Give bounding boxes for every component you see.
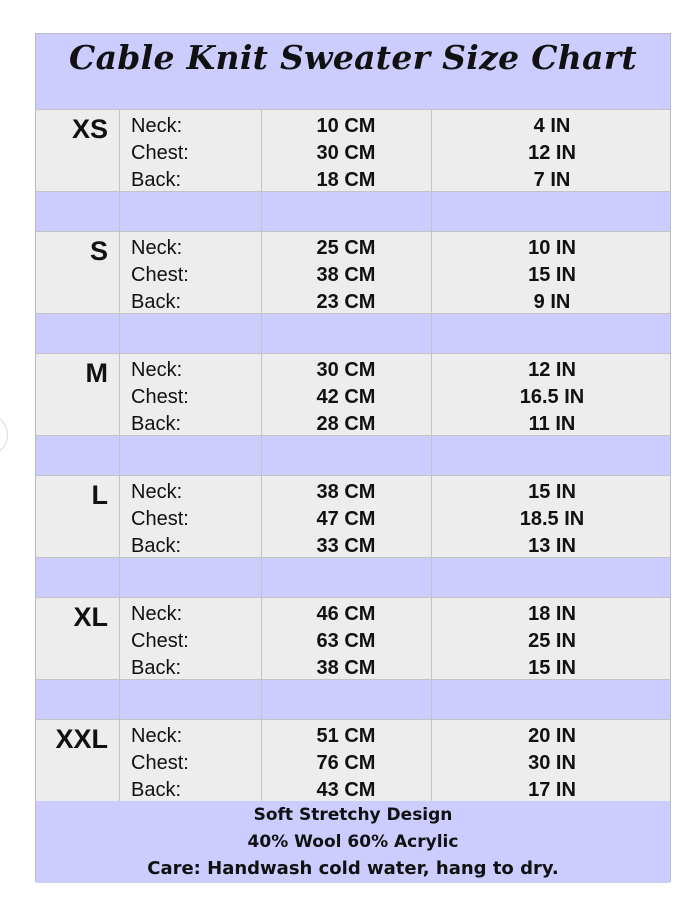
cm-value: 38 CM (316, 657, 376, 679)
in-value: 9 IN (533, 291, 571, 313)
column-divider (119, 558, 120, 597)
size-label: XXL (55, 724, 108, 754)
column-divider (119, 680, 120, 719)
cm-value: 10 CM (316, 115, 376, 137)
size-block (36, 354, 670, 436)
cm-value: 33 CM (316, 535, 376, 557)
cm-value: 28 CM (316, 413, 376, 435)
measurement-label: Neck: (131, 481, 183, 503)
measurement-label: Back: (131, 535, 182, 557)
measurement-row (36, 777, 670, 804)
measurement-label: Neck: (131, 725, 183, 747)
measurement-row (36, 750, 670, 777)
column-divider (261, 436, 262, 475)
size-label: L (91, 480, 108, 510)
column-divider (119, 436, 120, 475)
measurement-row (36, 384, 670, 411)
measurement-row (36, 235, 670, 262)
cm-value: 42 CM (316, 386, 376, 408)
in-value: 15 IN (528, 481, 576, 503)
in-value: 12 IN (528, 142, 576, 164)
cm-value: 63 CM (316, 630, 376, 652)
in-value: 7 IN (533, 169, 571, 191)
spacer-band (36, 192, 670, 232)
cm-value: 43 CM (316, 779, 376, 801)
in-value: 17 IN (528, 779, 576, 801)
measurement-label: Chest: (131, 264, 189, 286)
measurement-row (36, 723, 670, 750)
in-value: 30 IN (528, 752, 576, 774)
size-chart-sheet (35, 33, 671, 882)
measurement-label: Back: (131, 657, 182, 679)
column-divider (261, 558, 262, 597)
footer-band (36, 801, 670, 883)
size-label: XL (73, 602, 108, 632)
in-value: 20 IN (528, 725, 576, 747)
column-divider (431, 192, 432, 231)
measurement-row (36, 479, 670, 506)
in-value: 15 IN (528, 264, 576, 286)
measurement-label: Chest: (131, 508, 189, 530)
title-band (36, 34, 670, 110)
spacer-band (36, 558, 670, 598)
footer-design: Soft Stretchy Design (253, 805, 453, 825)
size-block (36, 110, 670, 192)
cm-value: 38 CM (316, 481, 376, 503)
in-value: 16.5 IN (519, 386, 585, 408)
column-divider (431, 558, 432, 597)
column-divider (261, 680, 262, 719)
in-value: 13 IN (528, 535, 576, 557)
measurement-row (36, 262, 670, 289)
cm-value: 46 CM (316, 603, 376, 625)
measurement-label: Neck: (131, 115, 183, 137)
size-block (36, 232, 670, 314)
cm-value: 38 CM (316, 264, 376, 286)
measurement-row (36, 289, 670, 316)
measurement-row (36, 113, 670, 140)
measurement-label: Neck: (131, 237, 183, 259)
spacer-band (36, 680, 670, 720)
chart-title: Cable Knit Sweater Size Chart (69, 38, 637, 77)
cm-value: 23 CM (316, 291, 376, 313)
measurement-row (36, 506, 670, 533)
cm-value: 25 CM (316, 237, 376, 259)
spacer-band (36, 436, 670, 476)
in-value: 10 IN (528, 237, 576, 259)
spacer-band (36, 314, 670, 354)
size-label: M (85, 358, 108, 388)
measurement-label: Neck: (131, 359, 183, 381)
measurement-row (36, 601, 670, 628)
in-value: 11 IN (528, 413, 576, 435)
footer-material: 40% Wool 60% Acrylic (247, 832, 459, 852)
column-divider (431, 314, 432, 353)
measurement-row (36, 655, 670, 682)
column-divider (119, 314, 120, 353)
size-block (36, 598, 670, 680)
measurement-row (36, 411, 670, 438)
in-value: 4 IN (533, 115, 571, 137)
in-value: 18 IN (528, 603, 576, 625)
in-value: 18.5 IN (519, 508, 585, 530)
in-value: 12 IN (528, 359, 576, 381)
in-value: 25 IN (528, 630, 576, 652)
measurement-label: Chest: (131, 386, 189, 408)
measurement-label: Chest: (131, 142, 189, 164)
in-value: 15 IN (528, 657, 576, 679)
cm-value: 47 CM (316, 508, 376, 530)
measurement-row (36, 533, 670, 560)
size-label: S (89, 236, 108, 266)
cm-value: 30 CM (316, 142, 376, 164)
cm-value: 51 CM (316, 725, 376, 747)
measurement-row (36, 167, 670, 194)
measurement-label: Back: (131, 291, 182, 313)
size-block (36, 476, 670, 558)
column-divider (261, 314, 262, 353)
measurement-row (36, 140, 670, 167)
measurement-label: Neck: (131, 603, 183, 625)
cm-value: 30 CM (316, 359, 376, 381)
cm-value: 18 CM (316, 169, 376, 191)
column-divider (119, 192, 120, 231)
size-label: XS (71, 114, 108, 144)
page-edge-circle (0, 414, 8, 456)
column-divider (261, 192, 262, 231)
footer-care: Care: Handwash cold water, hang to dry. (147, 858, 559, 879)
measurement-label: Chest: (131, 752, 189, 774)
measurement-row (36, 357, 670, 384)
measurement-label: Back: (131, 169, 182, 191)
size-block (36, 720, 670, 802)
measurement-label: Back: (131, 413, 182, 435)
measurement-row (36, 628, 670, 655)
column-divider (431, 436, 432, 475)
cm-value: 76 CM (316, 752, 376, 774)
measurement-label: Back: (131, 779, 182, 801)
column-divider (431, 680, 432, 719)
measurement-label: Chest: (131, 630, 189, 652)
